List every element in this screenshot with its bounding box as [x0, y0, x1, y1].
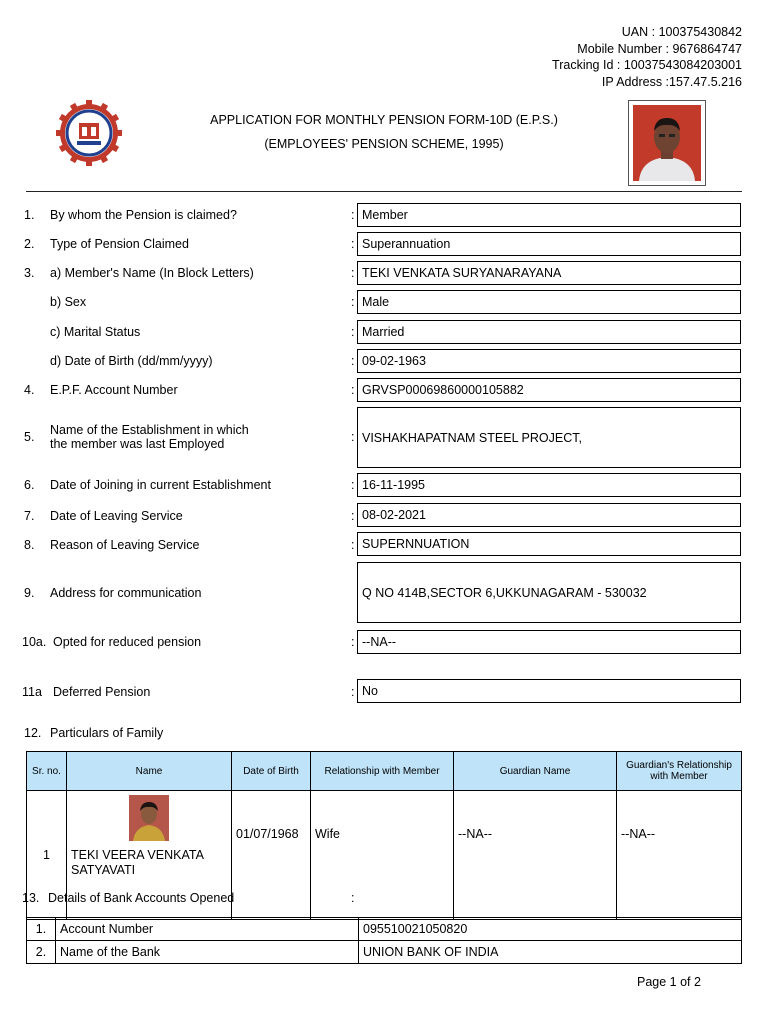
family-dob: 01/07/1968: [232, 791, 311, 920]
colon: :: [351, 383, 355, 397]
family-table-header: [27, 752, 742, 791]
bank-label: Name of the Bank: [56, 941, 359, 964]
field-number: 5.: [24, 430, 35, 444]
table-row: [27, 918, 742, 941]
field-value: 08-02-2021: [362, 508, 426, 522]
field-value: Married: [362, 325, 405, 339]
col-header-guardian-relation: Guardian's Relationship with Member: [617, 752, 742, 791]
family-photo: [71, 795, 227, 844]
bank-value: 095510021050820: [359, 918, 742, 941]
field-value: Member: [362, 208, 408, 222]
colon: :: [351, 325, 355, 339]
colon: :: [351, 208, 355, 222]
colon: :: [351, 509, 355, 523]
field-label: Date of Leaving Service: [50, 509, 183, 523]
date-of-birth-field: [357, 349, 741, 373]
field-value: No: [362, 684, 378, 698]
marital-status-field: [357, 320, 741, 344]
field-number: 1.: [24, 208, 35, 222]
field-value: TEKI VENKATA SURYANARAYANA: [362, 266, 562, 280]
field-label: [50, 423, 249, 451]
family-guardian: --NA--: [454, 791, 617, 920]
col-header-relation: Relationship with Member: [311, 752, 454, 791]
field-number: 10a.: [22, 635, 47, 649]
field-label: Type of Pension Claimed: [50, 237, 189, 251]
field-label: a) Member's Name (In Block Letters): [50, 266, 254, 280]
colon: :: [351, 237, 355, 251]
epfo-logo-icon: [50, 100, 128, 166]
field-value: VISHAKHAPATNAM STEEL PROJECT,: [362, 430, 582, 445]
colon: :: [351, 354, 355, 368]
bank-sr: 2.: [27, 941, 56, 964]
family-relation: Wife: [311, 791, 454, 920]
member-photo: [628, 100, 706, 186]
col-header-guardian: Guardian Name: [454, 752, 617, 791]
ip-text: IP Address :157.47.5.216: [601, 74, 742, 89]
field-number: 9.: [24, 586, 35, 600]
field-label: Reason of Leaving Service: [50, 538, 200, 552]
page-number: Page 1 of 2: [637, 975, 701, 989]
member-name-field: [357, 261, 741, 285]
field-label: Opted for reduced pension: [53, 635, 202, 649]
field-number: 11a: [22, 685, 42, 699]
form-subtitle: (EMPLOYEES' PENSION SCHEME, 1995): [264, 137, 504, 151]
form-title: APPLICATION FOR MONTHLY PENSION FORM-10D (E.P.S.): [210, 113, 558, 127]
colon: :: [351, 538, 355, 552]
epf-account-field: [357, 378, 741, 402]
field-label-line1: Name of the Establishment in which: [50, 423, 249, 437]
tracking-text: Tracking Id : 10037543084203001: [552, 58, 742, 72]
family-section-label: Particulars of Family: [50, 726, 164, 740]
field-number: 8.: [24, 538, 35, 552]
family-member-name: TEKI VEERA VENKATA SATYAVATI: [71, 848, 204, 877]
field-label-line2: the member was last Employed: [50, 437, 225, 451]
field-label: E.P.F. Account Number: [50, 383, 178, 397]
field-number: 4.: [24, 383, 35, 397]
family-guardian-relation: --NA--: [617, 791, 742, 920]
colon: :: [351, 635, 355, 649]
date-of-leaving-field: [357, 503, 741, 527]
family-sr: 1: [27, 791, 67, 920]
mobile-text: Mobile Number : 9676864747: [577, 41, 742, 56]
bank-value: UNION BANK OF INDIA: [359, 941, 742, 964]
colon: :: [351, 295, 355, 309]
field-label: b) Sex: [50, 295, 87, 309]
family-photo-image: [129, 795, 169, 841]
bank-label: Account Number: [56, 918, 359, 941]
member-photo-image: [629, 101, 705, 185]
field-value: --NA--: [362, 635, 397, 649]
date-of-joining-field: [357, 473, 741, 497]
field-value: 16-11-1995: [362, 478, 426, 492]
establishment-name-field: [357, 407, 741, 468]
field-label: Date of Joining in current Establishment: [50, 478, 271, 492]
colon: :: [351, 891, 355, 905]
sex-field: [357, 290, 741, 314]
pension-type-field: [357, 232, 741, 256]
uan-text: UAN : 100375430842: [621, 25, 742, 39]
col-header-dob: Date of Birth: [232, 752, 311, 791]
deferred-pension-field: [357, 679, 741, 703]
field-number: 2.: [24, 237, 35, 251]
bank-sr: 1.: [27, 918, 56, 941]
field-number: 7.: [24, 509, 35, 523]
field-value: 09-02-1963: [362, 354, 426, 368]
field-label: d) Date of Birth (dd/mm/yyyy): [50, 354, 213, 368]
field-value: GRVSP00069860000105882: [362, 383, 524, 397]
field-label: Deferred Pension: [53, 685, 151, 699]
field-number: 3.: [24, 266, 35, 280]
field-value: SUPERNNUATION: [362, 537, 470, 551]
field-value: Male: [362, 295, 390, 309]
header-info: [552, 24, 742, 90]
header-divider: [26, 191, 742, 192]
pension-claimed-by-field: [357, 203, 741, 227]
bank-table: [26, 917, 742, 964]
bank-section-number: 13.: [22, 891, 40, 905]
reduced-pension-field: [357, 630, 741, 654]
field-label: c) Marital Status: [50, 325, 141, 339]
colon: :: [351, 430, 355, 444]
family-section-number: 12.: [24, 726, 42, 740]
colon: :: [351, 685, 355, 699]
field-label: Address for communication: [50, 586, 202, 600]
field-label: By whom the Pension is claimed?: [50, 208, 237, 222]
reason-leaving-field: [357, 532, 741, 556]
field-number: 6.: [24, 478, 35, 492]
field-value: Superannuation: [362, 237, 451, 251]
col-header-sr: Sr. no.: [27, 752, 67, 791]
table-row: [27, 941, 742, 964]
bank-section-label: Details of Bank Accounts Opened: [48, 891, 235, 905]
col-header-name: Name: [67, 752, 232, 791]
field-value: Q NO 414B,SECTOR 6,UKKUNAGARAM - 530032: [362, 585, 647, 600]
colon: :: [351, 266, 355, 280]
address-field: [357, 562, 741, 623]
colon: :: [351, 478, 355, 492]
